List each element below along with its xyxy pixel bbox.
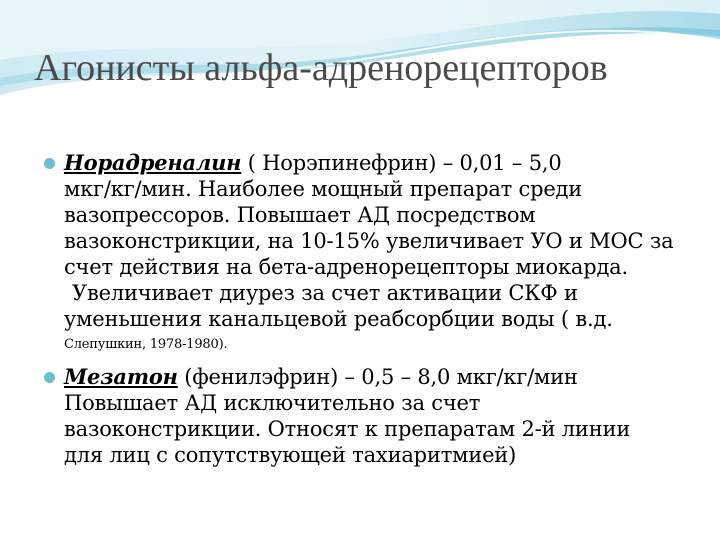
bullet-item-mezaton — [44, 364, 704, 468]
bullet-item-noradrenaline — [44, 150, 704, 358]
bullet-line: для лиц с сопутствующей тахиаритмией) — [64, 443, 517, 467]
bullet-line: мкг/кг/мин. Наиболее мощный препарат среди — [64, 177, 583, 201]
bullet-line: вазоконстрикции. Относят к препаратам 2-й линии — [64, 417, 631, 441]
bullet-dot-icon — [44, 372, 55, 383]
bullet-line: уменьшения канальцевой реабсорбции воды ( в.д. — [64, 307, 613, 331]
slide-title: Агонисты альфа-адренорецепторов — [34, 47, 608, 89]
bullet-line: вазоконстрикции, на 10-15% увеличивает УО и МОС за — [64, 229, 674, 253]
bullet-line — [64, 364, 704, 390]
bullet-text: ( Норэпинефрин) – 0,01 – 5,0 — [241, 151, 562, 175]
bullet-line: счет действия на бета-адренорецепторы миокарда. — [64, 255, 628, 279]
bullet-dot-icon — [44, 158, 55, 169]
bullet-line: вазопрессоров. Повышает АД посредством — [64, 203, 536, 227]
bullet-text: (фенилэфрин) – 0,5 – 8,0 мкг/кг/мин — [177, 365, 578, 389]
slide-content — [44, 150, 704, 468]
bullet-citation: Слепушкин, 1978-1980). — [64, 337, 228, 352]
drug-term: Норадреналин — [64, 150, 242, 175]
bullet-line — [64, 150, 704, 176]
drug-term: Мезатон — [64, 364, 178, 389]
bullet-line: Повышает АД исключительно за счет — [64, 391, 481, 415]
bullet-line: Увеличивает диурез за счет активации СКФ и — [72, 281, 578, 305]
